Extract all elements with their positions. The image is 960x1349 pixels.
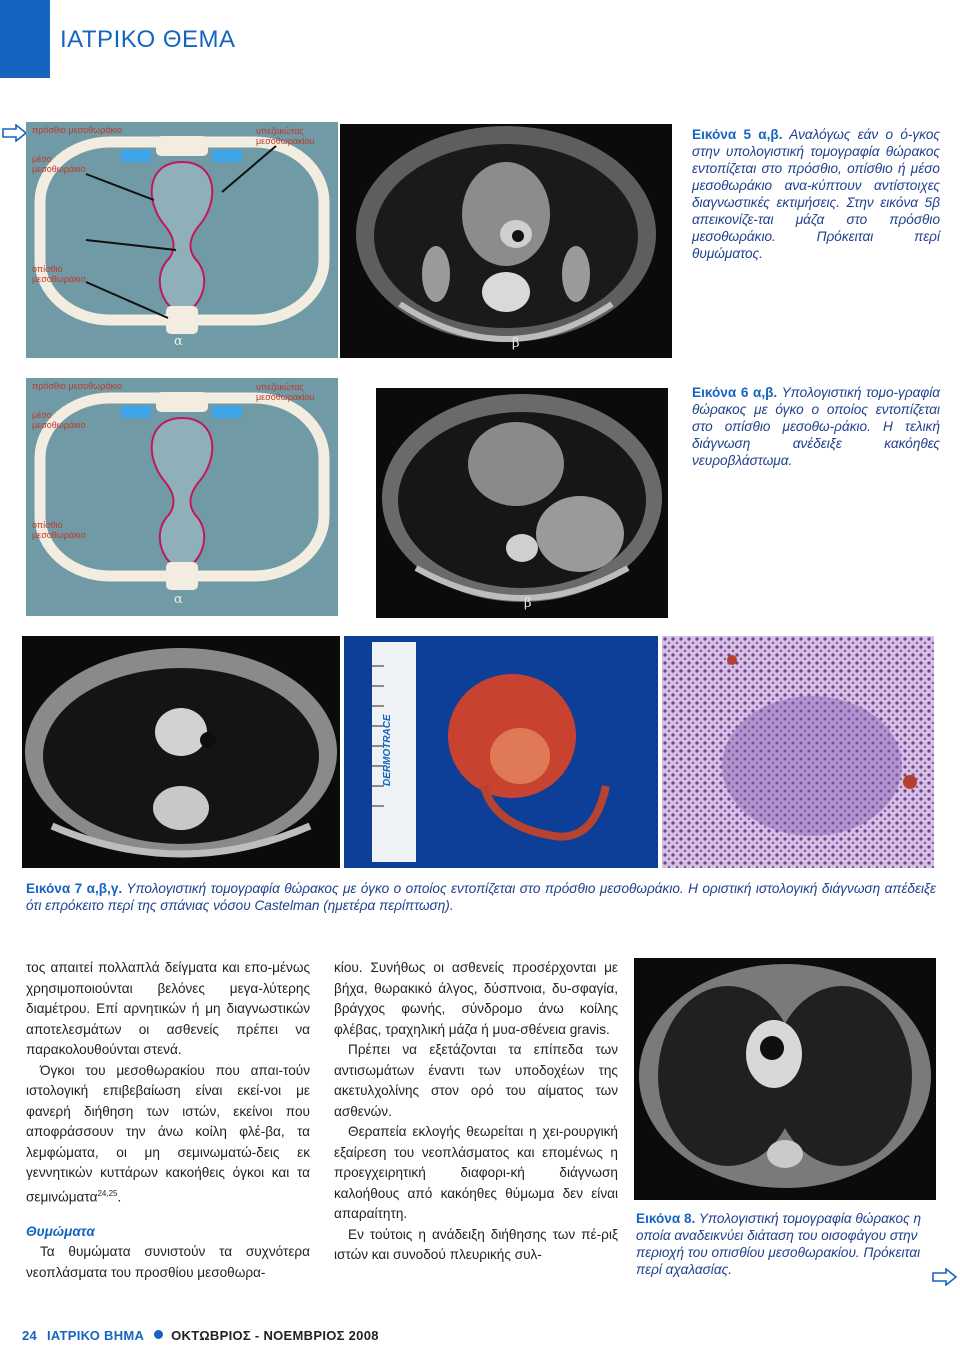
fig5-caption [692, 126, 940, 262]
body-paragraph: Πρέπει να εξετάζονται τα επίπεδα των αντισωμάτων έναντι των υποδοχέων της ακετυλχολίνης στον ορό του αίματος των ασθενών. [334, 1042, 618, 1119]
body-paragraph: Τα θυμώματα συνιστούν τα συχνότερα νεοπλάσματα του προσθίου μεσοθωρα- [26, 1244, 310, 1280]
fig6a-tag: α [174, 592, 183, 607]
page-footer [22, 1328, 379, 1343]
section-title: ΙΑΤΡΙΚΟ ΘΕΜΑ [60, 26, 236, 53]
fig8-caption [636, 1210, 936, 1278]
fig7-caption-label: Εικόνα 7 α,β,γ. [26, 881, 123, 896]
body-paragraph: Εν τούτοις η ανάδειξη διήθησης των πέ-ριξ ιστών και συνοδού πλευρικής συλ- [334, 1226, 618, 1262]
page-number: 24 [22, 1328, 38, 1343]
fig6-caption [692, 384, 940, 469]
fig5-caption-text: Αναλόγως εάν ο ό-γκος στην υπολογιστική τομογραφία θώρακος εντοπίζεται στο πρόσθιο, οπίσθιο ή μέσο μεσοθωράκιο ανα-κύπτουν αντίστοιχες διαγνωστικές εκτιμήσεις. Στην εικόνα 5β απεικονίζε-ται μάζα στο πρόσθιο μεσοθωράκιο. Πρόκειται περί θυμώματος. [692, 127, 941, 261]
fig7c-histology-image [662, 636, 934, 868]
fig5a-tag: α [174, 334, 183, 349]
arrow-right-icon [2, 124, 28, 142]
body-paragraph: Θεραπεία εκλογής θεωρείται η χει-ρουργική εξαίρεση του νεοπλάσματος και επομένως η προεγχειρητική διαφορι-κή διάγνωση καλοήθους από κακόηθες θύμωμα δεν είναι απαραίτητη. [334, 1124, 618, 1221]
body-paragraph: τος απαιτεί πολλαπλά δείγματα και επο-μένως χρησιμοποιούνται βελόνες μεγα-λύτερης διαμέτρου. Επί αρνητικών ή μη διαγνωστικών αποτελεσμάτων οι ασθενείς πρέπει να παρακολουθούνται στενά. [26, 960, 310, 1057]
fig5-caption-label: Εικόνα 5 α,β. [692, 127, 783, 142]
fig7b-surgical-specimen-photo [344, 636, 658, 868]
fig5a-mediastinum-diagram [26, 122, 338, 358]
fig7-caption-text: Υπολογιστική τομογραφία θώρακος με όγκο ο οποίος εντοπίζεται στο πρόσθιο μεσοθωράκιο. Η οριστική ιστολογική διάγνωση απέδειξε ότι επρόκειτο περί της σπάνιας νόσου Castelman (ημετέρα περίπτωση). [26, 881, 937, 913]
fig6-caption-text: Υπολογιστική τομο-γραφία θώρακος με όγκο ο οποίος εντοπίζεται στο οπίσθιο μεσοθω-ράκιο. Η τελική διάγνωση ανέδειξε κακόηθες νευροβλάστωμα. [692, 385, 941, 468]
diagram-label-anterior: πρόσθιο μεσοθωράκιο [32, 125, 123, 135]
fig5b-tag: β [512, 336, 520, 351]
reference-superscript: 24,25 [97, 1188, 118, 1198]
fig6-caption-label: Εικόνα 6 α,β. [692, 385, 778, 400]
body-paragraph: κίου. Συνήθως οι ασθενείς προσέρχονται με βήχα, θωρακικό άλγος, δύσπνοια, δυ-σφαγία, βράγχος φωνής, σύνδρομο άνω κοίλης φλέβας, τραχηλική μάζα ή μυα-σθένεια gravis. [334, 960, 618, 1037]
diagram-label-subcostal: υπεζοκώτας μεσοθωρακίου [256, 126, 315, 146]
fig5b-ct-scan [340, 124, 672, 358]
fig8-ct-scan [634, 958, 936, 1200]
ruler-label: DERMOTRACE [382, 714, 393, 786]
diagram-label-anterior: πρόσθιο μεσοθωράκιο [32, 381, 123, 391]
fig6b-ct-scan [376, 388, 668, 618]
header-accent-bar [0, 0, 50, 78]
fig8-caption-label: Εικόνα 8. [636, 1211, 696, 1226]
diagram-label-middle: μέσο μεσοθωράκιο [32, 154, 86, 174]
diagram-label-subcostal: υπεζοκώτας μεσοθωρακίου [256, 382, 315, 402]
fig7a-ct-scan [22, 636, 340, 868]
diagram-label-posterior: οπίσθιο μεσοθωράκιο [32, 264, 86, 284]
fig7-caption [26, 880, 936, 914]
fig6b-tag: β [524, 596, 532, 611]
body-paragraph: Όγκοι του μεσοθωρακίου που απαι-τούν ιστολογική επιβεβαίωση είναι εκεί-νοι με φανερή διήθηση των ιστών, εκείνοι που αποφράσσουν την άνω κοίλη φλέ-βα, τα λεμφώματα, οι μη σεμινωματώ-δεις εκ γεννητικών κυττάρων κακοήθεις όγκοι και τα σεμινώματα$^{24,25}$. [26, 1062, 310, 1205]
fig8-caption-text: Υπολογιστική τομογραφία θώρακος η οποία αναδεικνύει διάταση του οισοφάγου στην περιοχή του οπισθίου μεσοθωρακίου. Πρόκειται περί αχαλασίας. [636, 1211, 922, 1277]
subheading-thymomas: Θυμώματα [26, 1223, 95, 1239]
diagram-label-middle: μέσο μεσοθωράκιο [32, 410, 86, 430]
bullet-icon [154, 1330, 163, 1339]
journal-name: ΙΑΤΡΙΚΟ ΒΗΜΑ [46, 1328, 145, 1343]
text-column-1 [26, 958, 310, 1283]
diagram-label-posterior: οπίσθιο μεσοθωράκιο [32, 520, 86, 540]
fig6a-mediastinum-diagram [26, 378, 338, 616]
issue-date: ΟΚΤΩΒΡΙΟΣ - ΝΟΕΜΒΡΙΟΣ 2008 [171, 1328, 379, 1343]
text-column-2 [334, 958, 618, 1266]
